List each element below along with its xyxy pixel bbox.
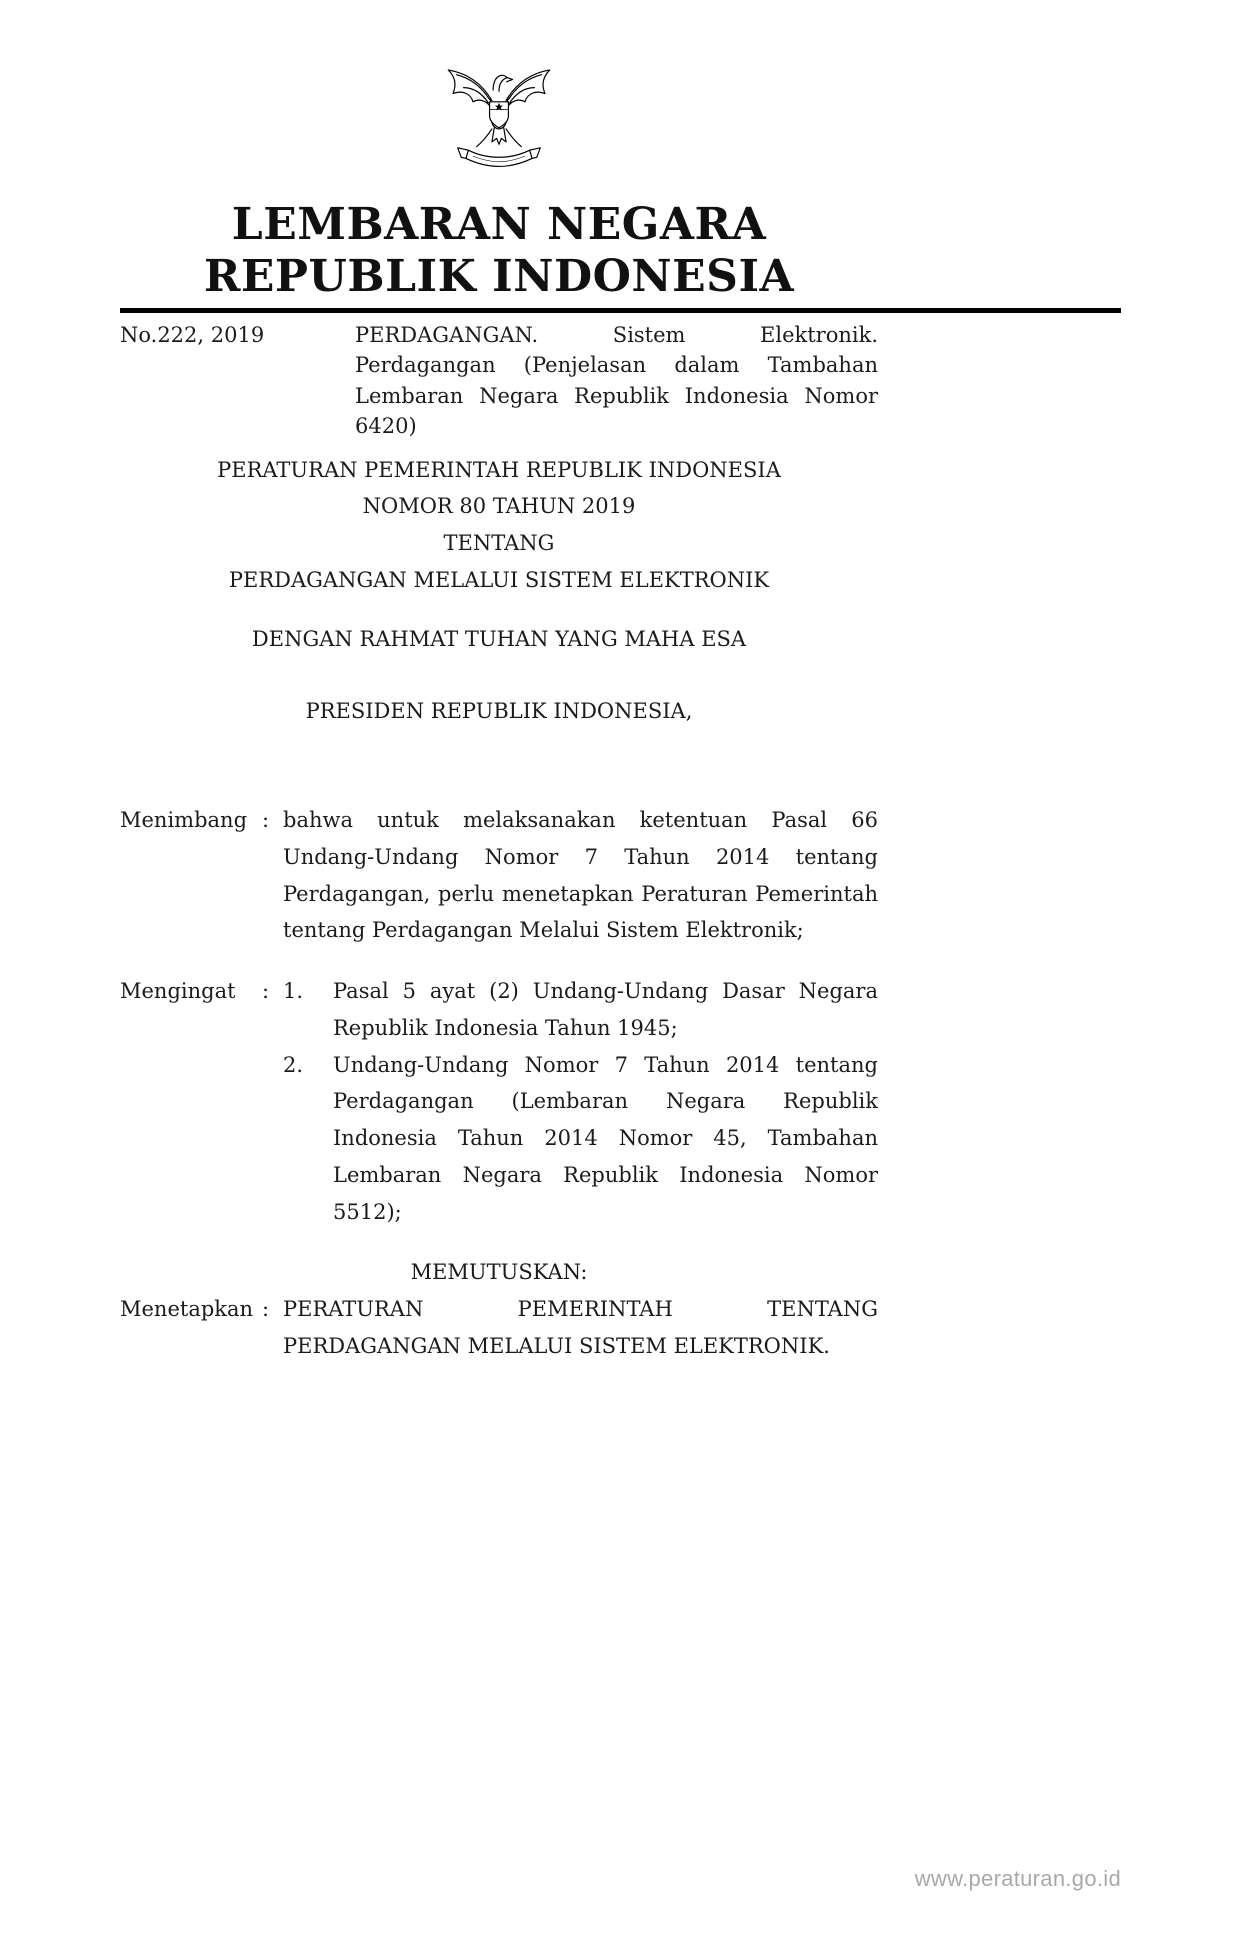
invocation-line: DENGAN RAHMAT TUHAN YANG MAHA ESA [251, 626, 747, 651]
menetapkan-text: PERATURAN PEMERINTAH TENTANG PERDAGANGAN MELALUI SISTEM ELEKTRONIK. [283, 1297, 878, 1358]
legal-basis-item-number: 1. [283, 979, 304, 1004]
regulation-heading-line3: TENTANG [443, 531, 555, 556]
menimbang-text: bahwa untuk melaksanakan ketentuan Pasal 66 Undang-Undang Nomor 7 Tahun 2014 tentang Perdagangan, perlu menetapkan Peraturan Pemerintah tentang Perdagangan Melalui Sistem Elektronik; [283, 808, 878, 943]
regulation-heading-line4: PERDAGANGAN MELALUI SISTEM ELEKTRONIK [228, 567, 770, 592]
gazette-header-row [120, 320, 878, 442]
menimbang-clause [120, 802, 878, 949]
gazette-subject: PERDAGANGAN. Sistem Elektronik. Perdagangan (Penjelasan dalam Tambahan Lembaran Negara Republik Indonesia Nomor 6420) [355, 322, 878, 439]
footer-website-url: www.peraturan.go.id [914, 1866, 1121, 1891]
masthead-rule [120, 308, 1121, 313]
decision-heading: MEMUTUSKAN: [410, 1260, 588, 1285]
regulation-heading-line1: PERATURAN PEMERINTAH REPUBLIK INDONESIA [217, 457, 781, 482]
legal-basis-item-text: Pasal 5 ayat (2) Undang-Undang Dasar Negara Republik Indonesia Tahun 1945; [333, 979, 878, 1040]
masthead-title [120, 199, 878, 303]
legal-basis-item [283, 1047, 878, 1231]
mengingat-label: Mengingat [120, 979, 236, 1004]
gazette-number: No.222, 2019 [120, 322, 265, 347]
menetapkan-clause [120, 1291, 878, 1365]
mengingat-clause [120, 973, 878, 1230]
regulation-heading-line2: NOMOR 80 TAHUN 2019 [362, 494, 636, 519]
masthead-title-line1: LEMBARAN NEGARA [231, 199, 767, 250]
menetapkan-colon: : [262, 1297, 270, 1322]
legal-basis-item-text: Undang-Undang Nomor 7 Tahun 2014 tentang Perdagangan (Lembaran Negara Republik Indonesia Tahun 2014 Nomor 45, Tambahan Lembaran Negara Republik Indonesia Nomor 5512); [333, 1052, 878, 1224]
regulation-heading [120, 452, 878, 599]
masthead-emblem-area [120, 0, 878, 193]
legal-basis-item-number: 2. [283, 1052, 304, 1077]
authority-line: PRESIDEN REPUBLIK INDONESIA, [305, 699, 693, 724]
masthead-title-line2: REPUBLIK INDONESIA [203, 250, 795, 302]
mengingat-colon: : [262, 979, 270, 1004]
menimbang-colon: : [262, 808, 270, 833]
menetapkan-label: Menetapkan [120, 1297, 254, 1322]
menimbang-label: Menimbang [120, 808, 248, 833]
garuda-pancasila-emblem [440, 64, 558, 188]
legal-basis-item [283, 973, 878, 1047]
